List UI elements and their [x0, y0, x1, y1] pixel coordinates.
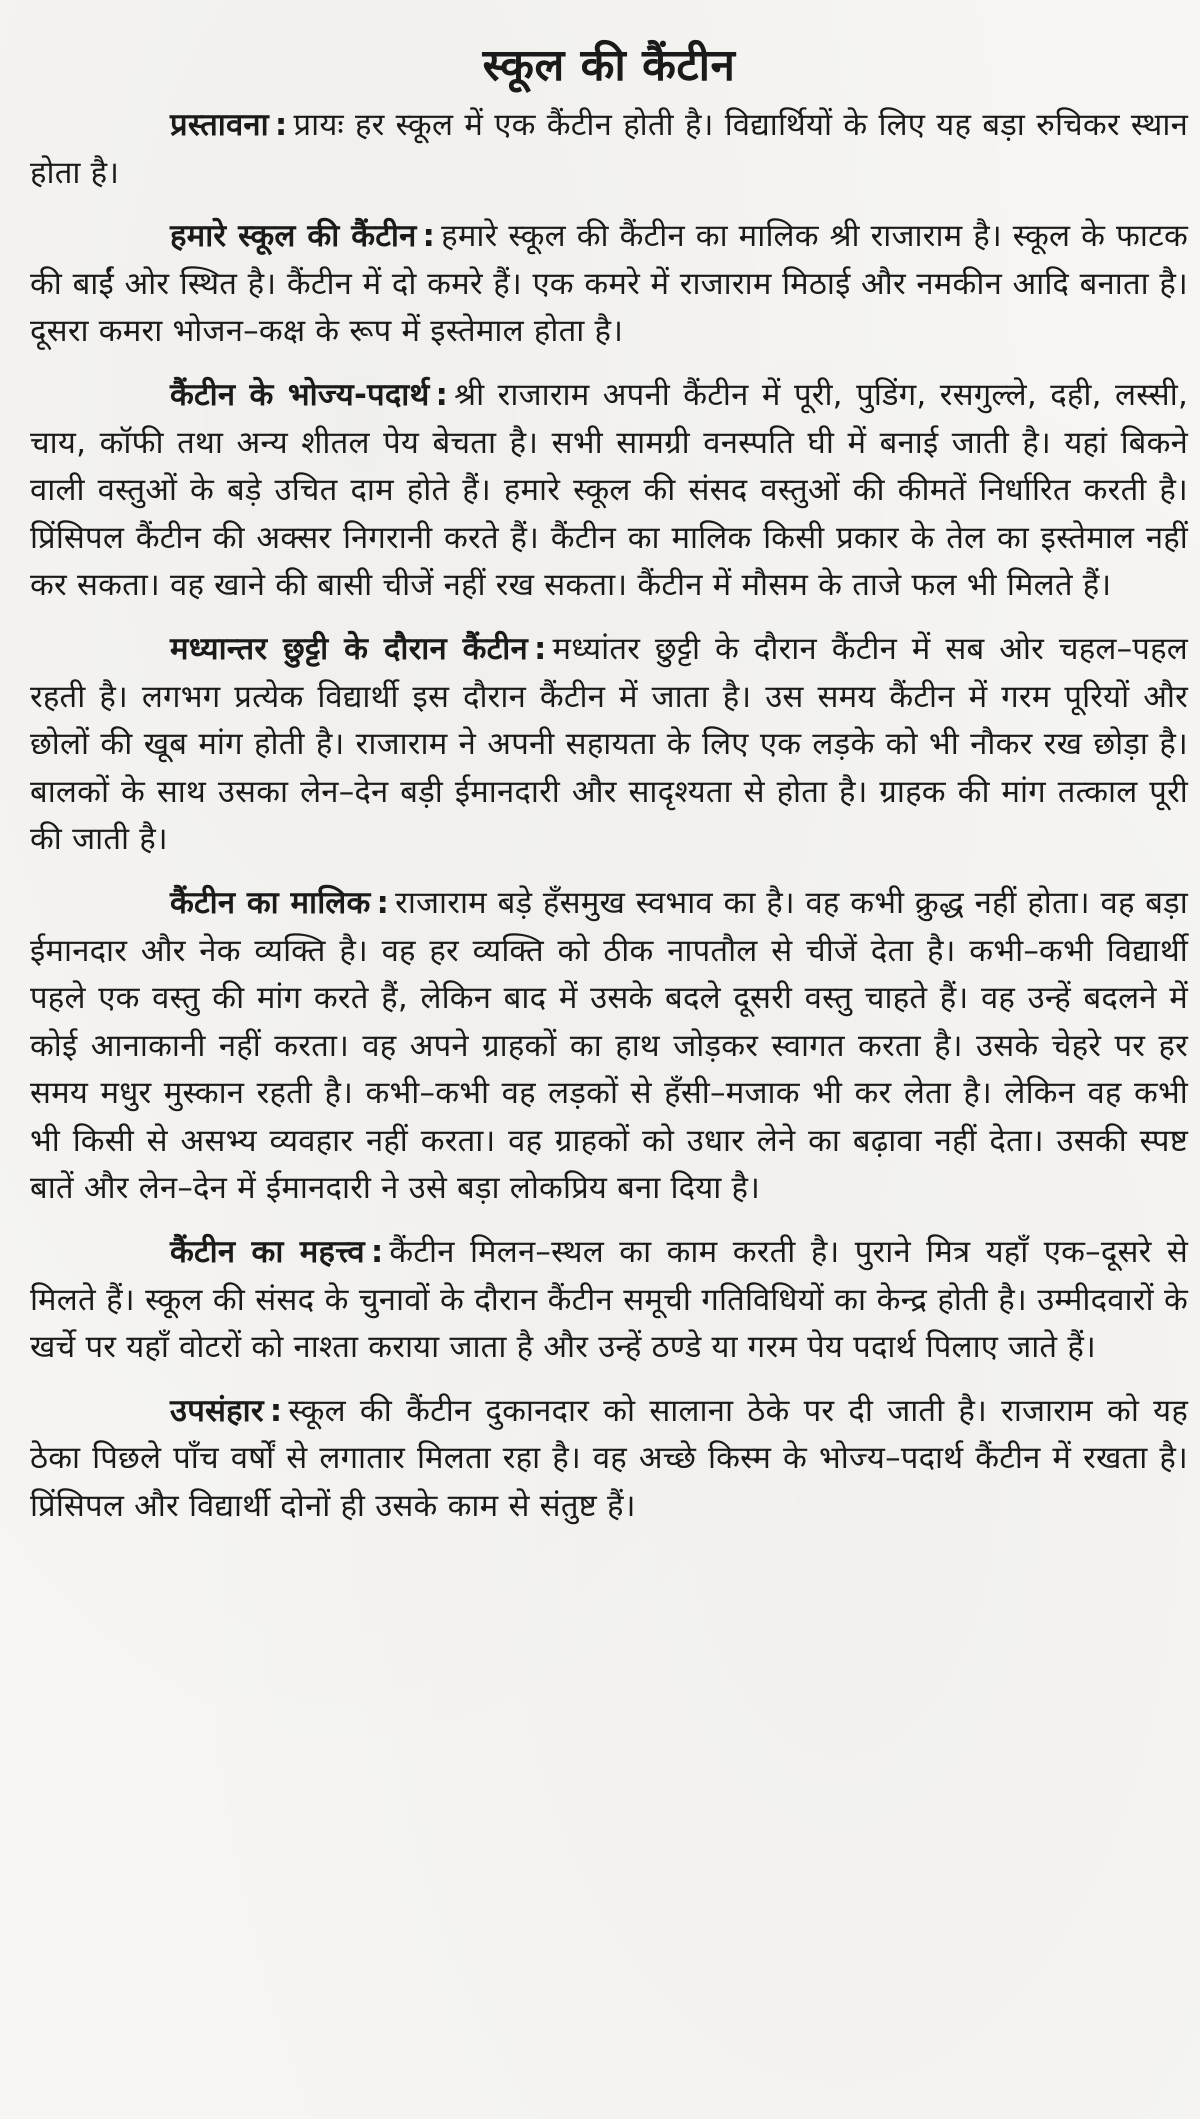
paragraph-text: हमारे स्कूल की कैंटीन का मालिक श्री राजाराम है। स्कूल के फाटक की बाईं ओर स्थित है। कैंटीन में दो कमरे हैं। एक कमरे में राजाराम मिठाई और नमकीन आदि बनाता है। दूसरा कमरा भोजन–कक्ष के रूप में इस्तेमाल होता है।: [30, 218, 1188, 350]
paragraph-heading: कैंटीन के भोज्य-पदार्थ: [170, 376, 430, 413]
heading-separator: :: [435, 376, 449, 413]
essay-title: स्कूल की कैंटीन: [482, 40, 736, 91]
paragraph-text: श्री राजाराम अपनी कैंटीन में पूरी, पुडिंग, रसगुल्ले, दही, लस्सी, चाय, कॉफी तथा अन्य शीतल पेय बेचता है। सभी सामग्री वनस्पति घी में बनाई जाती है। यहां बिकने वाली वस्तुओं के बड़े उचित दाम होते हैं। हमारे स्कूल की संसद वस्तुओं की कीमतें निर्धारित करती है। प्रिंसिपल कैंटीन की अक्सर निगरानी करते हैं। कैंटीन का मालिक किसी प्रकार के तेल का इस्तेमाल नहीं कर सकता। वह खाने की बासी चीजें नहीं रख सकता। कैंटीन में मौसम के ताजे फल भी मिलते हैं।: [30, 376, 1188, 604]
paragraph-text: स्कूल की कैंटीन दुकानदार को सालाना ठेके पर दी जाती है। राजाराम को यह ठेका पिछले पाँच वर्षों से लगातार मिलता रहा है। वह अच्छे किस्म के भोज्य–पदार्थ कैंटीन में रखता है। प्रिंसिपल और विद्यार्थी दोनों ही उसके काम से संतुष्ट हैं।: [30, 1392, 1188, 1525]
heading-separator: :: [274, 107, 288, 143]
paragraph-heading: कैंटीन का महत्त्व: [170, 1234, 365, 1271]
paragraph-introduction: [30, 102, 1188, 197]
paragraph-heading: मध्यान्तर छुट्टी के दौरान कैंटीन: [170, 630, 528, 667]
paragraph-our-canteen: [30, 213, 1188, 356]
heading-separator: :: [370, 1234, 384, 1271]
paragraph-heading: कैंटीन का मालिक: [170, 884, 371, 921]
paragraph-conclusion: [30, 1388, 1188, 1531]
paragraph-heading: उपसंहार: [170, 1392, 264, 1429]
heading-separator: :: [422, 218, 436, 255]
paragraph-owner: [30, 880, 1188, 1213]
paragraph-text: मध्यांतर छुट्टी के दौरान कैंटीन में सब ओर चहल–पहल रहती है। लगभग प्रत्येक विद्यार्थी इस दौरान कैंटीन में जाता है। उस समय कैंटीन में गरम पूरियों और छोलों की खूब मांग होती है। राजाराम ने अपनी सहायता के लिए एक लड़के को भी नौकर रख छोड़ा है। बालकों के साथ उसका लेन–देन बड़ी ईमानदारी और सादृश्यता से होता है। ग्राहक की मांग तत्काल पूरी की जाती है।: [30, 630, 1188, 858]
paragraph-heading: प्रस्तावना: [170, 107, 269, 143]
paragraph-importance: [30, 1229, 1188, 1372]
heading-separator: :: [269, 1392, 283, 1429]
paragraph-food-items: [30, 372, 1188, 610]
paragraph-heading: हमारे स्कूल की कैंटीन: [170, 218, 417, 255]
heading-separator: :: [533, 630, 547, 667]
paragraph-text: कैंटीन मिलन–स्थल का काम करती है। पुराने मित्र यहाँ एक–दूसरे से मिलते हैं। स्कूल की संसद के चुनावों के दौरान कैंटीन समूची गतिविधियों का केन्द्र होती है। उम्मीदवारों के खर्चे पर यहाँ वोटरों को नाश्ता कराया जाता है और उन्हें ठण्डे या गरम पेय पदार्थ पिलाए जाते हैं।: [30, 1234, 1188, 1366]
paragraph-text: प्रायः हर स्कूल में एक कैंटीन होती है। विद्यार्थियों के लिए यह बड़ा रुचिकर स्थान होता है।: [30, 107, 1188, 191]
paragraph-recess: [30, 626, 1188, 864]
heading-separator: :: [376, 884, 390, 921]
paragraph-text: राजाराम बड़े हँसमुख स्वभाव का है। वह कभी क्रुद्ध नहीं होता। वह बड़ा ईमानदार और नेक व्यक्ति है। वह हर व्यक्ति को ठीक नापतौल से चीजें देता है। कभी–कभी विद्यार्थी पहले एक वस्तु की मांग करते हैं, लेकिन बाद में उसके बदले दूसरी वस्तु चाहते हैं। वह उन्हें बदलने में कोई आनाकानी नहीं करता। वह अपने ग्राहकों का हाथ जोड़कर स्वागत करता है। उसके चेहरे पर हर समय मधुर मुस्कान रहती है। कभी–कभी वह लड़कों से हँसी–मजाक भी कर लेता है। लेकिन वह कभी भी किसी से असभ्य व्यवहार नहीं करता। वह ग्राहकों को उधार लेने का बढ़ावा नहीं देता। उसकी स्पष्ट बातें और लेन–देन में ईमानदारी ने उसे बड़ा लोकप्रिय बना दिया है।: [30, 884, 1188, 1207]
